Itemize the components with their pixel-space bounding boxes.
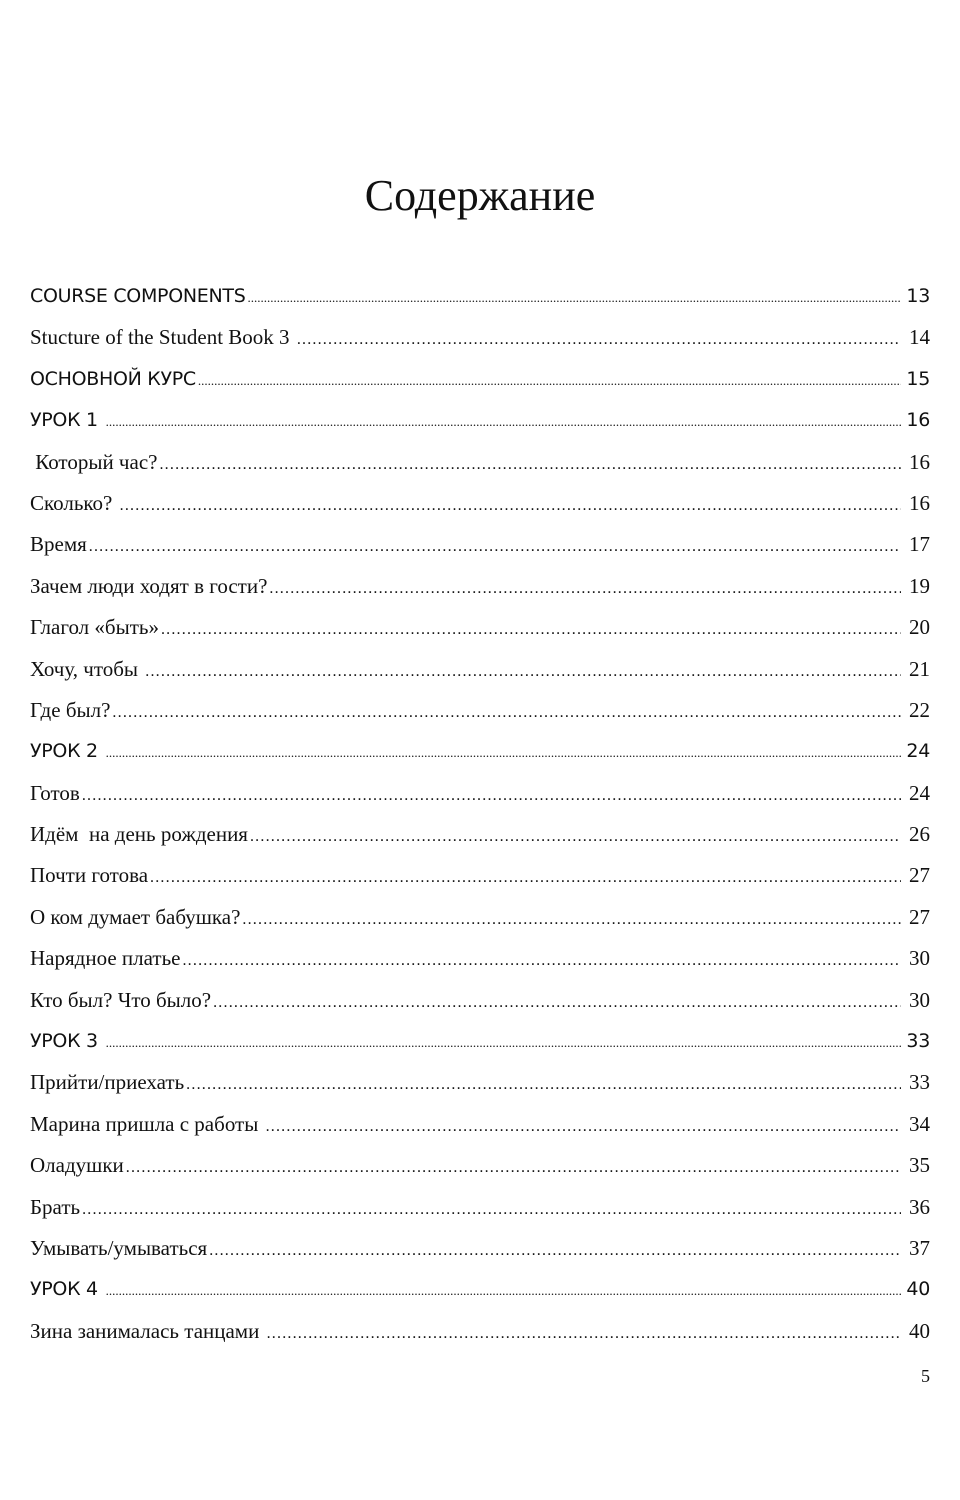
toc-entry-page: 34 [909,1111,930,1136]
toc-entry-page: 37 [909,1235,930,1260]
toc-entry-page: 13 [906,285,930,307]
toc-entry-page: 19 [909,573,930,598]
dot-leader [198,360,901,401]
toc-entry[interactable] [30,1145,930,1186]
dot-leader [209,1230,901,1271]
dot-leader [82,1189,901,1230]
dot-leader [269,568,901,609]
toc-entry-label: УРОК 1 [30,409,104,432]
toc-entry-label: О ком думает бабушка? [30,904,241,929]
toc-entry-label: Сколько? [30,490,118,515]
dot-leader [247,277,901,318]
toc-entry[interactable] [30,483,930,524]
dot-leader [161,609,901,650]
toc-entry-label: УРОК 2 [30,740,104,763]
toc-entry-page: 26 [909,822,930,847]
toc-section-heading[interactable] [30,276,930,317]
toc-entry[interactable] [30,980,930,1021]
toc-section-heading[interactable] [30,1269,930,1310]
toc-entry-page: 14 [909,325,930,350]
toc-entry-label: Время [30,532,87,557]
toc-entry-page: 27 [909,863,930,888]
dot-leader [120,485,901,526]
dot-leader [267,1313,901,1354]
toc-entry-label: Брать [30,1194,81,1219]
toc-entry-label: Нарядное платье [30,946,181,971]
toc-entry-page: 40 [909,1318,930,1343]
toc-entry-page: 17 [909,532,930,557]
toc-section-heading[interactable] [30,359,930,400]
toc-entry-label: Который час? [30,449,158,474]
toc-entry-page: 20 [909,615,930,640]
toc-entry-page: 16 [906,409,930,432]
toc-entry-page: 30 [909,946,930,971]
table-of-contents [30,276,930,1352]
toc-entry-label: Кто был? Что было? [30,987,212,1012]
dot-leader [82,775,901,816]
toc-entry-label: ОСНОВНОЙ КУРС [30,367,196,390]
page-title: Содержание [364,171,596,220]
dot-leader [106,1022,901,1063]
toc-entry-label: Марина пришла с работы [30,1111,264,1136]
toc-entry[interactable] [30,814,930,855]
toc-entry-page: 24 [909,780,930,805]
toc-entry-page: 35 [909,1153,930,1178]
toc-entry-label: Stucture of the Student Book 3 [30,325,295,350]
toc-entry-label: УРОК 3 [30,1030,104,1053]
toc-entry-label: УРОК 4 [30,1278,104,1301]
dot-leader [145,651,901,692]
dot-leader [266,1106,901,1147]
toc-entry-page: 27 [909,904,930,929]
toc-entry[interactable] [30,938,930,979]
toc-entry-label: Хочу, чтобы [30,656,144,681]
toc-entry-page: 21 [909,656,930,681]
dot-leader [106,401,901,442]
toc-entry-page: 22 [909,697,930,722]
toc-entry-page: 30 [909,987,930,1012]
toc-entry[interactable] [30,317,930,358]
toc-section-heading[interactable] [30,400,930,441]
dot-leader [182,940,901,981]
toc-entry-page: 16 [909,490,930,515]
toc-entry-page: 16 [909,449,930,474]
toc-entry-label: Зачем люди ходят в гости? [30,573,268,598]
toc-entry[interactable] [30,607,930,648]
dot-leader [213,982,901,1023]
dot-leader [106,1270,901,1311]
dot-leader [242,899,901,940]
toc-entry[interactable] [30,1062,930,1103]
toc-entry-label: Зина занималась танцами [30,1318,265,1343]
toc-entry[interactable] [30,566,930,607]
dot-leader [297,319,901,360]
toc-entry-label: Идём на день рождения [30,822,248,847]
toc-entry[interactable] [30,773,930,814]
toc-entry-label: Глагол «быть» [30,615,159,640]
toc-entry-page: 40 [906,1278,930,1301]
toc-entry-label: Готов [30,780,80,805]
toc-entry[interactable] [30,897,930,938]
toc-entry[interactable] [30,442,930,483]
toc-entry-label: Где был? [30,697,111,722]
toc-entry-page: 15 [906,367,930,390]
toc-entry-label: Почти готова [30,863,149,888]
toc-entry-label: Оладушки [30,1153,124,1178]
toc-section-heading[interactable] [30,731,930,772]
toc-entry[interactable] [30,1311,930,1352]
dot-leader [106,732,901,773]
dot-leader [159,444,901,485]
toc-entry-page: 36 [909,1194,930,1219]
dot-leader [150,857,901,898]
toc-entry-page: 24 [906,740,930,763]
dot-leader [89,526,901,567]
dot-leader [250,816,901,857]
toc-section-heading[interactable] [30,1021,930,1062]
toc-entry-page: 33 [906,1030,930,1053]
toc-entry[interactable] [30,524,930,565]
toc-entry[interactable] [30,690,930,731]
toc-entry[interactable] [30,1187,930,1228]
toc-entry-page: 33 [909,1070,930,1095]
toc-entry[interactable] [30,1104,930,1145]
dot-leader [126,1147,901,1188]
toc-entry-label: Прийти/приехать [30,1070,185,1095]
toc-entry[interactable] [30,855,930,896]
toc-entry-label: Умывать/умываться [30,1235,208,1260]
toc-entry[interactable] [30,649,930,690]
dot-leader [112,692,901,733]
page-number: 5 [921,1366,930,1386]
toc-entry-label: COURSE COMPONENTS [30,285,246,307]
toc-entry[interactable] [30,1228,930,1269]
dot-leader [186,1064,901,1105]
